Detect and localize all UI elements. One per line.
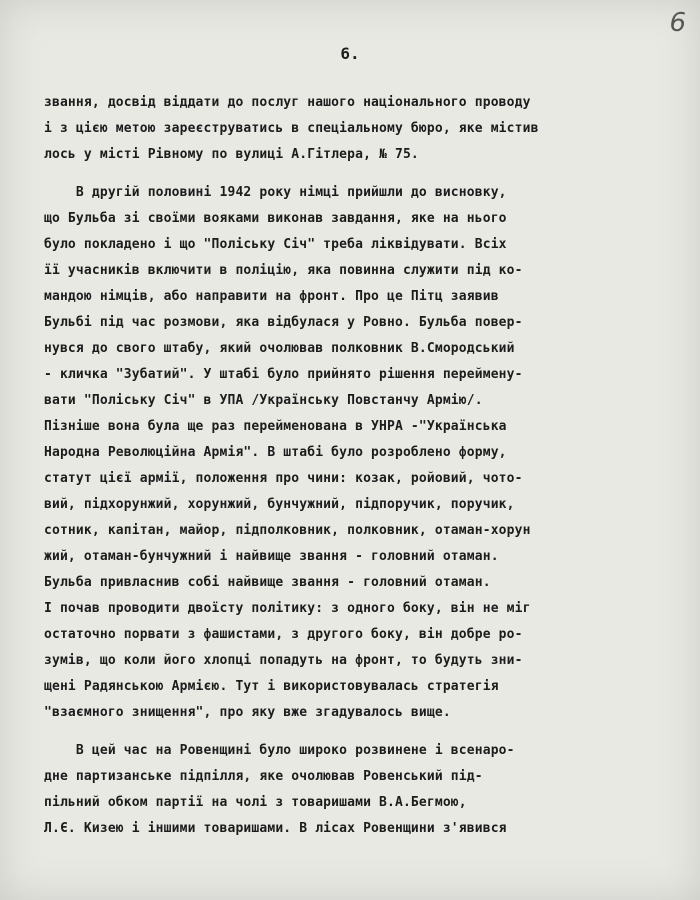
- text-line: звання, досвід віддати до послуг нашого національного проводу: [44, 95, 531, 110]
- paragraph: [44, 180, 696, 726]
- text-line: вий, підхорунжий, хорунжий, бунчужний, підпоручик, поручик,: [44, 497, 515, 512]
- text-line: що Бульба зі своїми вояками виконав завдання, яке на нього: [44, 211, 507, 226]
- page-number: 6.: [340, 44, 360, 63]
- text-line: В другій половині 1942 року німці прийшли до висновку,: [44, 185, 507, 200]
- text-line: Бульба привласнив собі найвище звання - головний отаман.: [44, 575, 491, 590]
- paragraph-gap: [44, 168, 696, 180]
- text-line: В цей час на Ровенщині було широко розвинене і всенаро-: [44, 743, 515, 758]
- text-line: сотник, капітан, майор, підполковник, полковник, отаман-хорун: [44, 523, 531, 538]
- text-line: лось у місті Рівному по вулиці А.Гітлера, № 75.: [44, 147, 419, 162]
- text-line: і з цією метою зареєструватись в спеціальному бюро, яке містив: [44, 121, 539, 136]
- handwritten-page-number: 6: [669, 8, 686, 38]
- text-line: пільний обком партії на чолі з товаришами В.А.Бегмою,: [44, 795, 467, 810]
- text-line: було покладено і що "Поліську Січ" треба ліквідувати. Всіх: [44, 237, 507, 252]
- text-line: вати "Поліську Січ" в УПА /Українську Повстанчу Армію/.: [44, 393, 483, 408]
- text-line: мандою німців, або направити на фронт. Про це Пітц заявив: [44, 289, 499, 304]
- text-line: дне партизанське підпілля, яке очолював Ровенський під-: [44, 769, 483, 784]
- text-line: Пізніше вона була ще раз перейменована в УНРА -"Українська: [44, 419, 507, 434]
- text-line: її учасників включити в поліцію, яка повинна служити під ко-: [44, 263, 523, 278]
- document-body: [44, 90, 696, 842]
- text-line: щені Радянською Армією. Тут і використовувалась стратегія: [44, 679, 499, 694]
- text-line: - кличка "Зубатий". У штабі було прийнято рішення переймену-: [44, 367, 523, 382]
- text-line: Народна Революційна Армія". В штабі було розроблено форму,: [44, 445, 507, 460]
- text-line: Бульбі під час розмови, яка відбулася у Ровно. Бульба повер-: [44, 315, 523, 330]
- paragraph-gap: [44, 726, 696, 738]
- paragraph: [44, 738, 696, 842]
- text-line: нувся до свого штабу, який очолював полковник В.Смородський: [44, 341, 515, 356]
- text-line: І почав проводити двоїсту політику: з одного боку, він не міг: [44, 601, 531, 616]
- text-line: жий, отаман-бунчужний і найвище звання - головний отаман.: [44, 549, 499, 564]
- text-line: зумів, що коли його хлопці попадуть на фронт, то будуть зни-: [44, 653, 523, 668]
- text-line: остаточно порвати з фашистами, з другого боку, він добре ро-: [44, 627, 523, 642]
- text-line: Л.Є. Кизею і іншими товаришами. В лісах Ровенщини з'явився: [44, 821, 507, 836]
- paragraph: [44, 90, 696, 168]
- text-line: статут цієї армії, положення про чини: козак, ройовий, чото-: [44, 471, 523, 486]
- text-line: "взаємного знищення", про яку вже згадувалось вище.: [44, 705, 451, 720]
